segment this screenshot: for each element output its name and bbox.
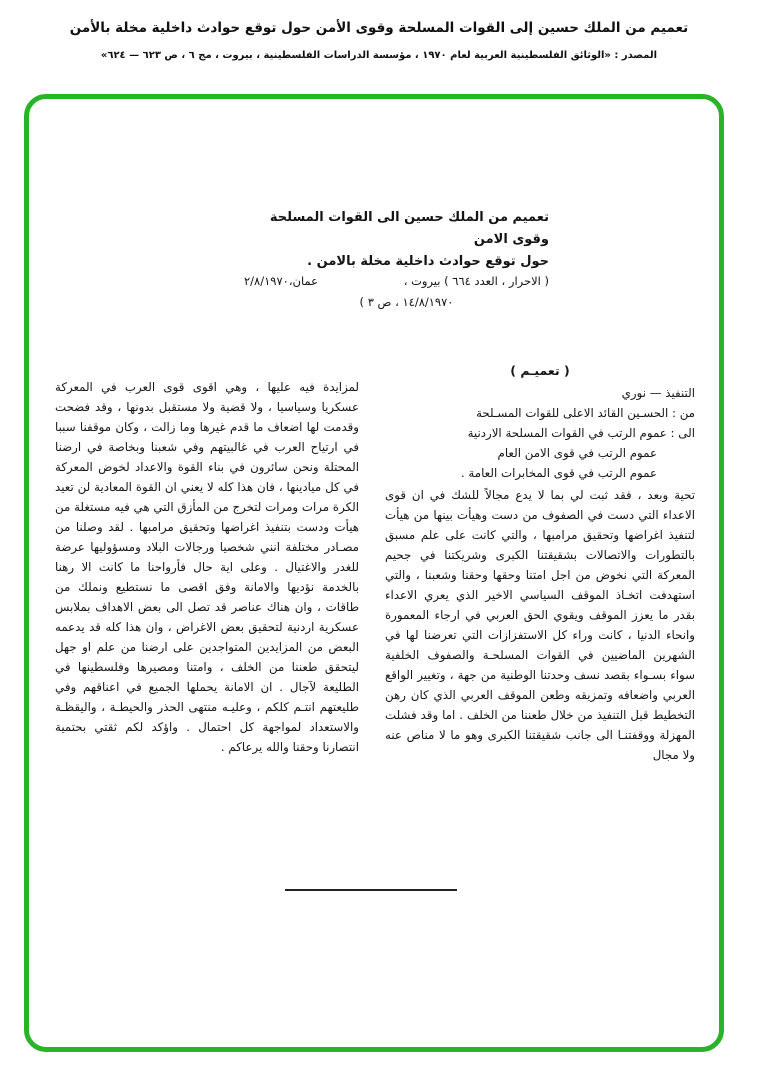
scanned-document-frame: [24, 94, 724, 1052]
citation-source-part2: ١٤/٨/١٩٧٠ ، ص ٣ ): [359, 295, 454, 309]
document-title-line1: تعميم من الملك حسين الى القوات المسلحة وقوى الامن: [269, 210, 549, 247]
scanned-document: [29, 99, 719, 1047]
tanfidh-line: التنفيذ — نوري: [621, 386, 695, 400]
page-header: [0, 20, 758, 61]
right-column-body: تحية وبعد ، فقد ثبت لي بما لا يدع مجالاً للشك في ان قوى الاعداء التي دست في الصفوف من دست وهيأت بينها من هيأت لتنفيذ اغراضها وتحقيق مرامبها ، والتي كانت على علم مسبق بالتطورات والاتصالات بشقيقتنا الكبرى وشريكتنا في جحيم المعركة التي نخوض من اجل امتنا وحقها وحقنا وشعبنا ، والتي استهدفت اتخـاذ الموقف السياسي الاخير الذي يعري الاعداء بقدر ما يعزز الموقف ويقوي الحق العربي في ارجاء المعمورة وانحاء الدنيا ، كانت وراء كل الاستفزازات التي تعرضنا لها في الشهرين الماضيين في القوات المسلحـة والصفوف الخلفية سواء بسـواء بقصد نسف وحدتنا الوطنية من جهة ، وتغيير الواقع العربي واضعافه وتمزيقه وطعن الموقف العربي الذي كان رهن التخطيط قبل التنفيذ من خلال طعننا من الخلف . اما وقد فشلت المهزلة ووقفتنـا الى جانب شقيقتنا الكبرى وهو ما لا مناص عنه ولا مجال: [385, 488, 695, 762]
source-line: المصدر : «الوثائق الفلسطينية العربية لعام ١٩٧٠ ، مؤسسة الدراسات الفلسطينية ، بيروت ، مج ٦ ، ص ٦٢٣ — ٦٢٤»: [100, 50, 658, 61]
citation-source-part1: ( الاحرار ، العدد ٦٦٤ ) بيروت ،: [403, 274, 549, 288]
to-line-3: عموم الرتب في قوى المخابرات العامة .: [460, 466, 657, 480]
left-column-body: لمزايدة فيه عليها ، وهي اقوى قوى العرب في المعركة عسكريا وسياسيا ، ولا قضية ولا مستقبل بدونها ، وقد فضحت وقدمت لها اضعاف ما قدم غيرها وما زالت ، وكان موقفنا سببا في ارتياح العرب في غالبيتهم وفي شعبنا وبخاصة في ارضنا المحتلة ونحن سائرون في بناء القوة والاعداد لخوض المعركة في كل ميادينها ، فان هذا كله لا يعني ان القوة المعادية لن تعيد الكرة مرات ومرات لتخرج من المأزق التي هي فيه مستغلة من هيأت ودست بتنفيذ اغراضها وتحقيق مرامبها . لقد وصلنا من مصـادر مختلفة انني شخصيا ورجالات البلاد ومسؤوليها عرضة للغدر والاغتيال . وعلى اية حال فأرواحنا ما كانت الا رهنا بالخدمة نؤديها والامانة وفق اقصى ما نستطيع ونملك من طاقات ، وان هناك عناصر قد تصل الى بعض الاهداف بملابس عسكرية اردنية لتحقيق بعض الاغراض ، وان هذا كله قد يدعمه البعض من المزايدين المتواجدين على ارضنا من علم او جهل ليتحقق طعننا من الخلف ، وامتنا ومصيرها وفلسطينها في الطليعة لآجال . ان الامانة يحملها الجميع في اعناقهم وفي طليعتهم انتـم كلكم ، وعليـه منتهى الحذر والحيطـة ، واليقظـة والاستعداد لمواجهة كل احتمال . واؤكد لكم ثقتي بحتمية انتصارنا وحقنا والله يرعاكم .: [55, 380, 359, 754]
column-left: [55, 375, 359, 757]
bottom-separator-rule: [285, 889, 457, 891]
document-title: [249, 207, 549, 273]
circular-heading: ( تعميـم ): [510, 363, 570, 378]
document-citation: [244, 271, 549, 313]
from-line: من : الحسـين القائد الاعلى للقوات المسـلحة: [476, 406, 695, 420]
to-line: الى : عموم الرتب في القوات المسلحة الاردنية: [467, 426, 695, 440]
column-right: [385, 361, 695, 765]
to-line-2: عموم الرتب في قوى الامن العام: [497, 446, 657, 460]
citation-place-date: عمان،٢/٨/١٩٧٠: [244, 274, 318, 288]
page-title: تعميم من الملك حسين إلى القوات المسلحة وقوى الأمن حول توقع حوادث داخلية مخلة بالأمن: [69, 20, 689, 36]
document-title-line2: حول توقع حوادث داخلية مخلة بالامن .: [307, 254, 549, 269]
